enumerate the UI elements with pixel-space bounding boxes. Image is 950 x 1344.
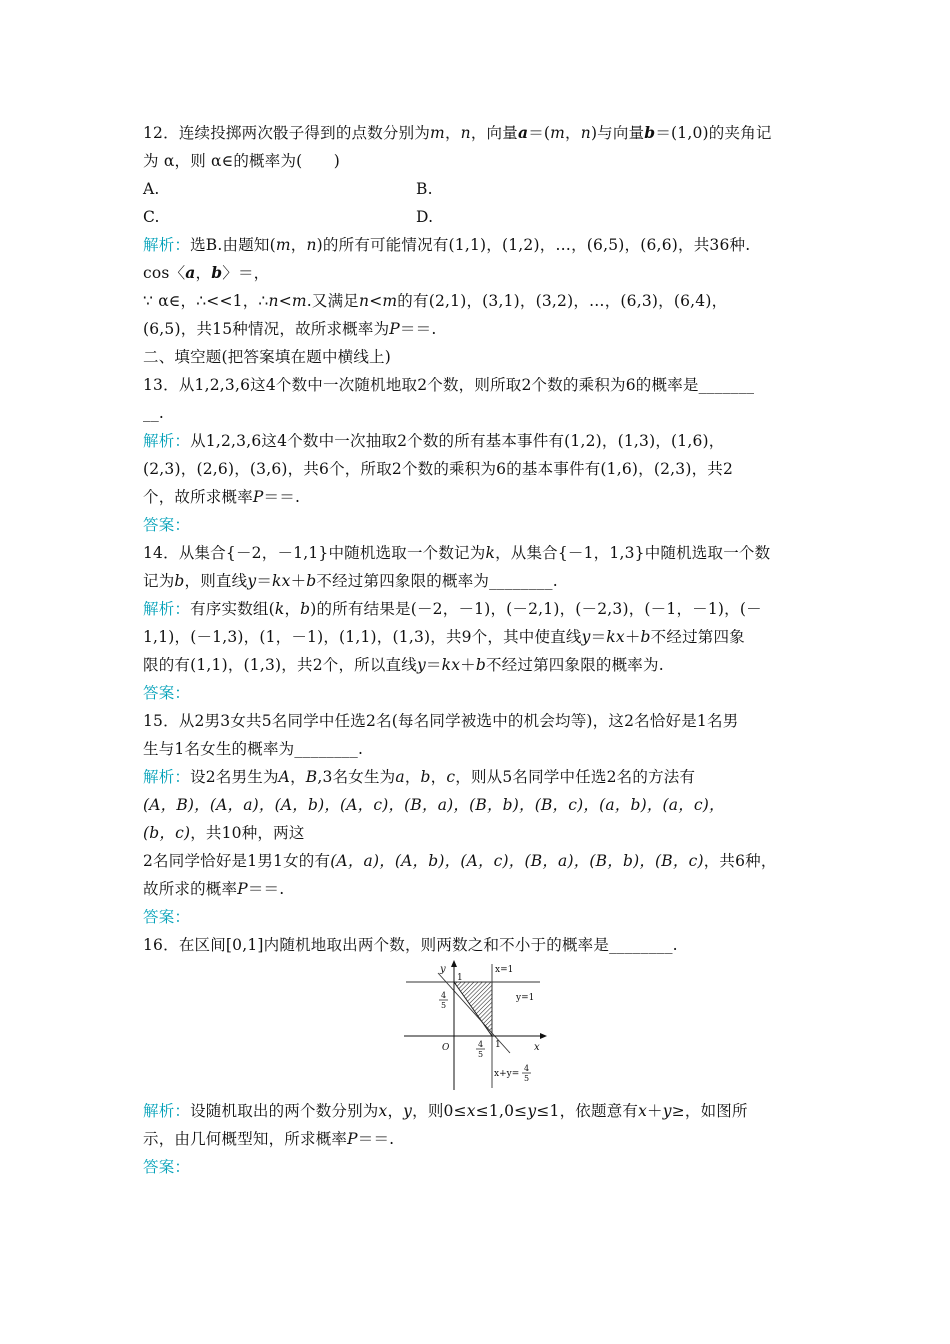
var-b: b (640, 628, 651, 646)
q12-line-2: 为 α，则 α∈的概率为( ) (143, 152, 341, 170)
text: ＋ (647, 1102, 663, 1120)
solution-label: 解析： (143, 236, 191, 254)
probability-region-figure (400, 958, 550, 1093)
var-B: B (305, 768, 318, 786)
label-origin: O (442, 1043, 450, 1053)
vector-a: a (517, 123, 529, 142)
solution-label: 解析： (143, 768, 191, 786)
text: 设随机取出的两个数分别为 (190, 1102, 379, 1120)
q15-answer-label: 答案： (143, 908, 191, 926)
text: ≤1，依题意有 (536, 1102, 639, 1120)
text: 不经过第四象限的概率为________. (316, 572, 558, 590)
q13-line-2: __. (143, 404, 165, 422)
text: ，则0≤ (412, 1102, 467, 1120)
var-P: P (347, 1130, 358, 1148)
label-y: y (440, 964, 446, 975)
text: ＋ (290, 572, 307, 590)
shaded-region (454, 982, 492, 1036)
var-y: y (527, 1102, 537, 1120)
var-y: y (403, 1102, 413, 1120)
var-m: m (291, 292, 307, 310)
text: 设2名男生为 (190, 768, 279, 786)
q13-solution-line-3 (143, 486, 300, 508)
q13-line-1: 13．从1,2,3,6这4个数中一次随机地取2个数，则所取2个数的乘积为6的概率是_______ (143, 376, 755, 394)
text: ，则从5名同学中任选2名的方法有 (455, 768, 696, 786)
var-n: n (460, 124, 471, 142)
text: ≤1,0≤ (475, 1102, 528, 1120)
text: < (369, 292, 383, 310)
text: 记为 (143, 572, 175, 590)
text: ＝ (590, 628, 607, 646)
label-y-equals-1: y=1 (516, 993, 535, 1003)
q13-solution-line-1 (143, 430, 725, 452)
text: ∵ α∈，∴<<1，∴ (143, 292, 269, 310)
label-y-frac-num: 4 (441, 991, 447, 1000)
text: 从1,2,3,6这4个数中一次抽取2个数的所有基本事件有(1,2)，(1,3)，(1,6)， (190, 432, 725, 450)
text: ， (290, 768, 306, 786)
text: ＋ (460, 656, 476, 674)
var-a: a (395, 768, 405, 786)
text: 〉＝， (222, 264, 270, 282)
var-n: n (306, 236, 317, 254)
text: 的有(2,1)，(3,1)，(3,2)，…，(6,3)，(6,4)， (397, 292, 728, 310)
vector-b: b (644, 123, 656, 142)
q14-solution-line-1 (143, 598, 762, 620)
text: ，共6种， (703, 852, 777, 870)
var-P: P (237, 880, 248, 898)
x-axis-arrow (540, 1033, 547, 1039)
text: ＝＝. (263, 488, 301, 506)
text: 选B.由题知( (190, 236, 276, 254)
text: ， (290, 236, 307, 254)
var-kx: kx (441, 656, 461, 674)
text: 个，故所求概率 (143, 488, 253, 506)
text: 故所求的概率 (143, 880, 238, 898)
text: ,3名女生为 (317, 768, 396, 786)
var-m: m (382, 292, 398, 310)
q12-solution-line-2 (143, 262, 269, 284)
q13-solution-line-2: (2,3)，(2,6)，(3,6)，共6个，所取2个数的乘积为6的基本事件有(1,6)，(2,3)，共2 (143, 460, 734, 478)
text: ≥，如图所 (671, 1102, 748, 1120)
q14-solution-line-3 (143, 654, 664, 676)
text: ， (387, 1102, 404, 1120)
label-xy-frac-num: 4 (524, 1064, 530, 1073)
label-one-x: 1 (495, 1040, 501, 1050)
text: 12．连续投掷两次骰子得到的点数分别为 (143, 124, 431, 142)
var-x: x (378, 1102, 388, 1120)
var-P: P (389, 320, 400, 338)
q12-option-b: B. (416, 180, 433, 198)
q13-answer-label: 答案： (143, 516, 191, 534)
pair: (b，c) (143, 824, 191, 842)
var-P: P (252, 488, 264, 506)
var-b: b (420, 768, 431, 786)
var-m: m (430, 124, 445, 142)
q16-line-1: 16．在区间[0,1]内随机地取出两个数，则两数之和不小于的概率是________. (143, 936, 678, 954)
var-b: b (475, 656, 486, 674)
text: ， (404, 768, 421, 786)
text: 14．从集合{－2，－1,1}中随机选取一个数记为 (143, 544, 486, 562)
text: (6,5)，共15种情况，故所求概率为 (143, 320, 390, 338)
var-m: m (550, 124, 566, 142)
text: ，共10种，两这 (190, 824, 305, 842)
label-xy-frac-den: 5 (524, 1074, 530, 1083)
label-y-frac-den: 5 (441, 1001, 447, 1010)
text: ＝ (425, 656, 442, 674)
text: ＋ (624, 628, 641, 646)
q15-solution-line-4 (143, 850, 777, 872)
text: )与向量 (590, 124, 645, 142)
vector-b: b (211, 263, 223, 282)
text: ， (284, 600, 301, 618)
q14-line-2 (143, 570, 558, 592)
text: 限的有(1,1)，(1,3)，共2个，所以直线 (143, 656, 417, 674)
q12-option-a: A. (143, 180, 160, 198)
var-kx: kx (606, 628, 625, 646)
q15-solution-line-1 (143, 766, 695, 788)
q12-solution-line-3 (143, 290, 727, 312)
var-y: y (416, 656, 426, 674)
text: .又满足 (306, 292, 360, 310)
text: )的所有可能情况有(1,1)，(1,2)，…，(6,5)，(6,6)，共36种. (316, 236, 751, 254)
var-k: k (485, 544, 496, 562)
text: 有序实数组( (190, 600, 275, 618)
var-n: n (359, 292, 370, 310)
text: ＝ (256, 572, 273, 590)
q16-solution-line-1 (143, 1100, 748, 1122)
var-n: n (580, 124, 591, 142)
var-m: m (275, 236, 291, 254)
text: ＝＝. (357, 1130, 395, 1148)
var-x: x (638, 1102, 648, 1120)
text: 1,1)，(－1,3)，(1，－1)，(1,1)，(1,3)，共9个，其中使直线 (143, 628, 582, 646)
var-y: y (247, 572, 257, 590)
text: ，则直线 (184, 572, 248, 590)
y-axis-arrow (451, 960, 457, 967)
text: ＝( (528, 124, 551, 142)
q14-answer-label: 答案： (143, 684, 191, 702)
vector-a: a (185, 263, 196, 282)
q12-solution-line-4 (143, 318, 436, 340)
solution-label: 解析： (143, 600, 191, 618)
q16-answer-label: 答案： (143, 1158, 191, 1176)
var-k: k (274, 600, 285, 618)
section-heading: 二、填空题(把答案填在题中横线上) (143, 348, 391, 366)
var-b: b (300, 600, 311, 618)
label-x: x (534, 1042, 540, 1053)
q15-solution-line-5 (143, 878, 284, 900)
text: ， (195, 264, 212, 282)
var-c: c (446, 768, 456, 786)
var-x: x (466, 1102, 476, 1120)
q14-line-1 (143, 542, 770, 564)
text: cos〈 (143, 264, 186, 282)
var-n: n (268, 292, 279, 310)
q12-solution-line-1 (143, 234, 750, 256)
label-x-frac-den: 5 (478, 1050, 484, 1059)
q15-line-2: 生与1名女生的概率为________. (143, 740, 364, 758)
solution-label: 解析： (143, 432, 191, 450)
q15-solution-line-2: (A，B)，(A，a)，(A，b)，(A，c)，(B，a)，(B，b)，(B，c)，(a，b)，(a，c)， (143, 796, 725, 814)
q12-option-c: C. (143, 208, 160, 226)
var-b: b (174, 572, 185, 590)
q16-solution-line-2 (143, 1128, 394, 1150)
text: ， (444, 124, 461, 142)
label-one-y: 1 (457, 973, 463, 983)
text: ，从集合{－1，1,3}中随机选取一个数 (495, 544, 771, 562)
text: 示，由几何概型知，所求概率 (143, 1130, 348, 1148)
q12-line-1 (143, 122, 772, 144)
pairs: (A，a)，(A，b)，(A，c)，(B，a)，(B，b)，(B，c) (330, 852, 704, 870)
text: ， (430, 768, 447, 786)
text: ＝(1,0)的夹角记 (655, 124, 772, 142)
text: ， (565, 124, 581, 142)
var-b: b (306, 572, 317, 590)
var-kx: kx (272, 572, 291, 590)
label-x-frac-num: 4 (478, 1040, 484, 1049)
q15-solution-line-3 (143, 822, 305, 844)
var-A: A (278, 768, 291, 786)
label-x-plus-y: x+y= (494, 1069, 520, 1079)
text: )的所有结果是(－2，－1)，(－2,1)，(－2,3)，(－1，－1)，(－ (310, 600, 762, 618)
text: < (278, 292, 292, 310)
text: 不经过第四象 (650, 628, 745, 646)
label-x-equals-1: x=1 (495, 965, 514, 975)
text: 2名同学恰好是1男1女的有 (143, 852, 331, 870)
text: 不经过第四象限的概率为. (486, 656, 664, 674)
var-y: y (662, 1102, 672, 1120)
var-y: y (581, 628, 591, 646)
q12-option-d: D. (416, 208, 434, 226)
text: ，向量 (470, 124, 518, 142)
q15-line-1: 15．从2男3女共5名同学中任选2名(每名同学被选中的机会均等)，这2名恰好是1名男 (143, 712, 739, 730)
text: ＝＝. (399, 320, 437, 338)
q14-solution-line-2 (143, 626, 745, 648)
solution-label: 解析： (143, 1102, 191, 1120)
text: ＝＝. (247, 880, 285, 898)
